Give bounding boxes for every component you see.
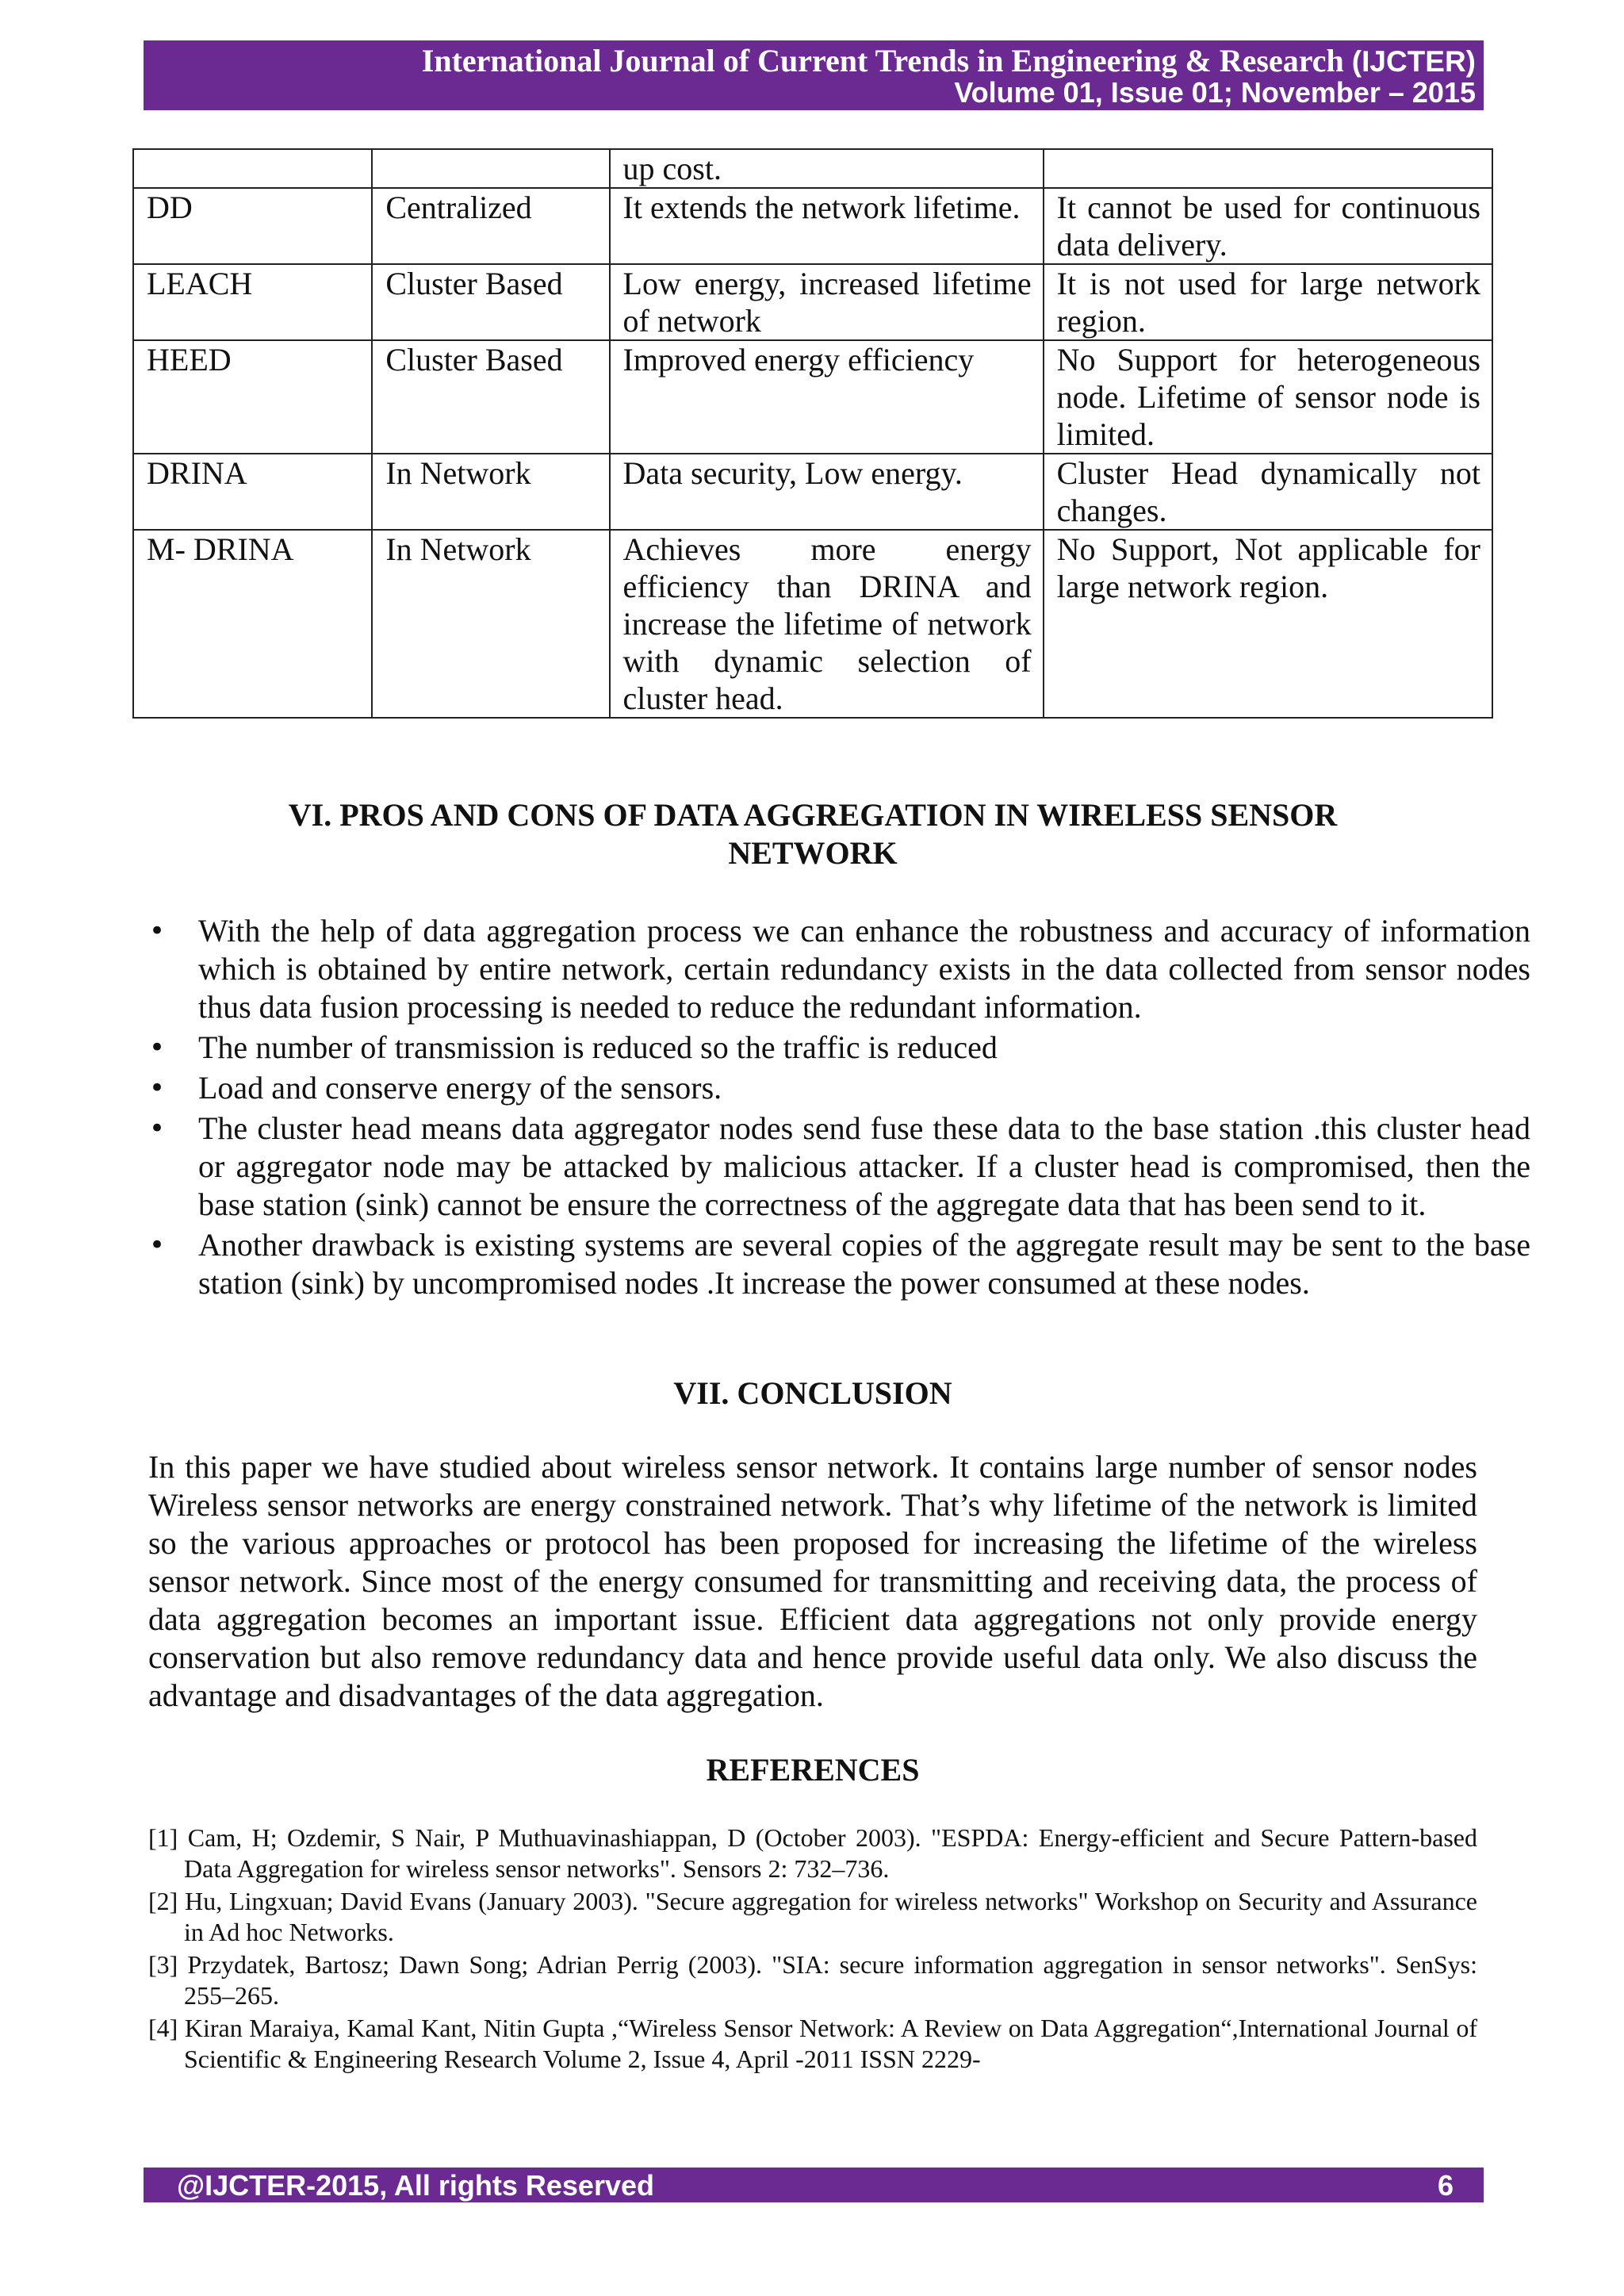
table-row: [133, 149, 1492, 188]
comparison-table: [132, 148, 1493, 719]
advantage-cell: Data security, Low energy.: [610, 454, 1044, 530]
table-row: [133, 188, 1492, 264]
category-cell: Centralized: [372, 188, 609, 264]
category-cell: Cluster Based: [372, 340, 609, 454]
advantage-cell: up cost.: [610, 149, 1044, 188]
disadvantage-cell: [1044, 149, 1492, 188]
disadvantage-cell: No Support, Not applicable for large network region.: [1044, 530, 1492, 718]
journal-abbr: (IJCTER): [1351, 45, 1476, 78]
category-cell: In Network: [372, 454, 609, 530]
protocol-cell: M- DRINA: [133, 530, 372, 718]
category-cell: In Network: [372, 530, 609, 718]
table-row: [133, 264, 1492, 340]
page-number: 6: [1437, 2169, 1454, 2202]
list-item: • Another drawback is existing systems are several copies of the aggregate result may be sent to the base station (sink) by uncompromised nodes .It increase the power consumed at these nodes.: [198, 1226, 1530, 1302]
protocol-cell: DD: [133, 188, 372, 264]
protocol-cell: [133, 149, 372, 188]
journal-issue: Volume 01, Issue 01; November – 2015: [954, 76, 1476, 109]
list-item: • The cluster head means data aggregator nodes send fuse these data to the base station .this cluster head or aggregator node may be attacked by malicious attacker. If a cluster head is compromised, then the base station (sink) cannot be ensure the correctness of the aggregate data that has been send to it.: [198, 1110, 1530, 1224]
list-item: • The number of transmission is reduced so the traffic is reduced: [198, 1029, 1530, 1067]
journal-header: [144, 40, 1484, 110]
advantage-cell: It extends the network lifetime.: [610, 188, 1044, 264]
section-6-heading-line1: VI. PROS AND CONS OF DATA AGGREGATION IN WIRELESS SENSOR: [288, 797, 1338, 833]
protocol-cell: HEED: [133, 340, 372, 454]
journal-name: International Journal of Current Trends in Engineering & Research: [421, 43, 1344, 79]
references-heading: REFERENCES: [706, 1752, 920, 1788]
table-row: [133, 340, 1492, 454]
section-6-heading-line2: NETWORK: [728, 835, 898, 871]
section-6-heading: [119, 796, 1507, 872]
protocol-cell: LEACH: [133, 264, 372, 340]
category-cell: Cluster Based: [372, 264, 609, 340]
protocol-cell: DRINA: [133, 454, 372, 530]
reference-item: [4] Kiran Maraiya, Kamal Kant, Nitin Gupta ,“Wireless Sensor Network: A Review on Data Aggregation“,International Journal of Scientific & Engineering Research Volume 2, Issue 4, April -2011 ISSN 2229-: [148, 2014, 1477, 2073]
page-footer: [144, 2168, 1484, 2202]
references-list: [148, 1823, 1477, 2076]
reference-item: [1] Cam, H; Ozdemir, S Nair, P Muthuavinashiappan, D (October 2003). "ESPDA: Energy-efficient and Secure Pattern-based Data Aggregation for wireless sensor networks". Sensors 2: 732–736.: [148, 1823, 1477, 1883]
reference-item: [2] Hu, Lingxuan; David Evans (January 2003). "Secure aggregation for wireless networks" Workshop on Security and Assurance in Ad hoc Networks.: [148, 1887, 1477, 1946]
copyright-text: @IJCTER-2015, All rights Reserved: [177, 2169, 654, 2202]
table-row: [133, 454, 1492, 530]
advantage-cell: Improved energy efficiency: [610, 340, 1044, 454]
disadvantage-cell: It is not used for large network region.: [1044, 264, 1492, 340]
disadvantage-cell: Cluster Head dynamically not changes.: [1044, 454, 1492, 530]
journal-title: [422, 42, 1476, 79]
advantage-cell: Low energy, increased lifetime of network: [610, 264, 1044, 340]
reference-item: [3] Przydatek, Bartosz; Dawn Song; Adrian Perrig (2003). "SIA: secure information aggregation in sensor networks". SenSys: 255–265.: [148, 1950, 1477, 2010]
conclusion-paragraph: In this paper we have studied about wireless sensor network. It contains large number of sensor nodes Wireless sensor networks are energy constrained network. That’s why lifetime of the network is limited so the various approaches or protocol has been proposed for increasing the lifetime of the wireless sensor network. Since most of the energy consumed for transmitting and receiving data, the process of data aggregation becomes an important issue. Efficient data aggregations not only provide energy conservation but also remove redundancy data and hence provide useful data only. We also discuss the advantage and disadvantages of the data aggregation.: [148, 1449, 1477, 1713]
section-7-heading: VII. CONCLUSION: [673, 1375, 952, 1411]
advantage-cell: Achieves more energy efficiency than DRINA and increase the lifetime of network with dynamic selection of cluster head.: [610, 530, 1044, 718]
disadvantage-cell: It cannot be used for continuous data delivery.: [1044, 188, 1492, 264]
list-item: • With the help of data aggregation process we can enhance the robustness and accuracy of information which is obtained by entire network, certain redundancy exists in the data collected from sensor nodes thus data fusion processing is needed to reduce the redundant information.: [198, 912, 1530, 1026]
list-item: • Load and conserve energy of the sensors.: [198, 1069, 1530, 1107]
disadvantage-cell: No Support for heterogeneous node. Lifetime of sensor node is limited.: [1044, 340, 1492, 454]
pros-cons-list: [143, 912, 1530, 1305]
table-row: [133, 530, 1492, 718]
category-cell: [372, 149, 609, 188]
